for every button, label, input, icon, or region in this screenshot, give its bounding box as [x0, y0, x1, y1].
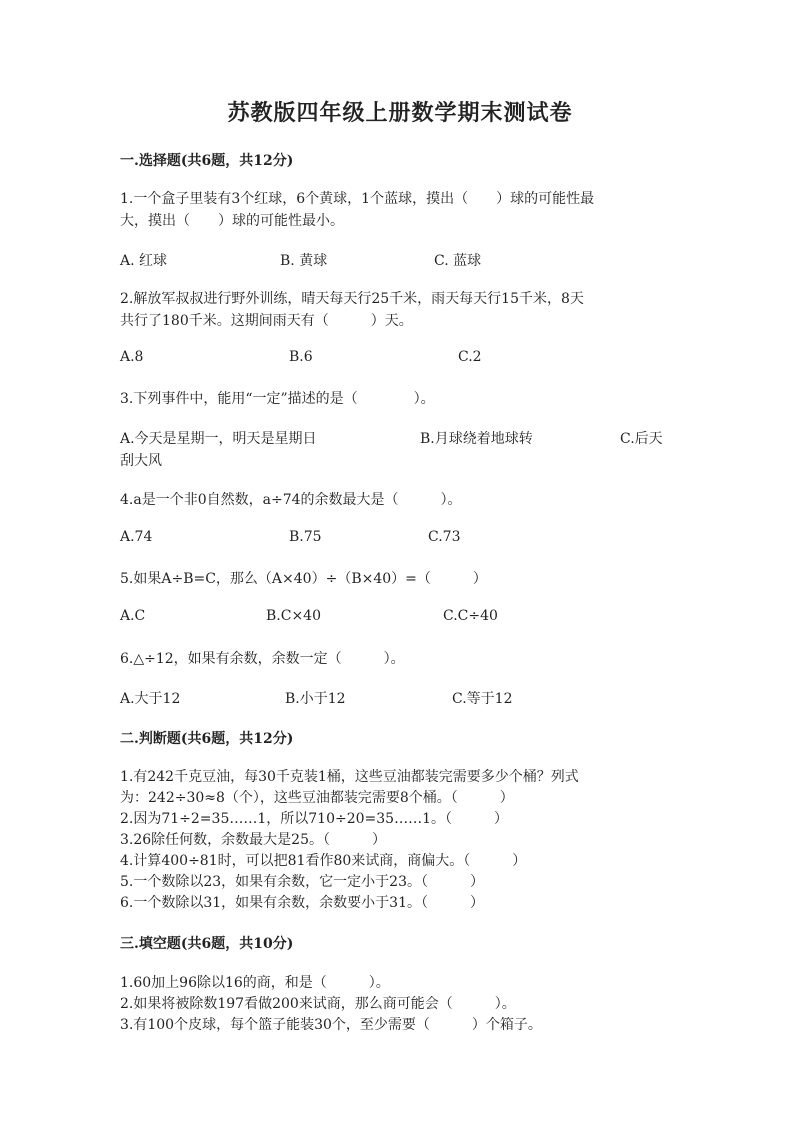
question-text: 4.a是一个非0自然数，a÷74的余数最大是（ ）。 — [120, 492, 462, 508]
judge-question: 2.因为71÷2=35……1，所以710÷20=35……1。（ ） — [120, 811, 508, 827]
page-title: 苏教版四年级上册数学期末测试卷 — [227, 100, 573, 126]
section-heading-judge: 二.判断题(共6题，共12分) — [120, 731, 294, 747]
fill-question: 2.如果将被除数197看做200来试商，那么商可能会（ ）。 — [120, 996, 516, 1012]
option-c: C.2 — [458, 349, 482, 365]
option-a: A.74 — [120, 529, 153, 545]
question-text: 大，摸出（ ）球的可能性最小。 — [120, 213, 344, 229]
question-text: 共行了180千米。这期间雨天有（ ）天。 — [120, 313, 413, 329]
option-b: B. 黄球 — [280, 253, 328, 269]
option-a: A.C — [120, 608, 146, 624]
question-text: 6.△÷12，如果有余数，余数一定（ ）。 — [120, 651, 405, 667]
option-b: B.月球绕着地球转 — [420, 431, 533, 447]
judge-question: 6.一个数除以31，如果有余数，余数要小于31。（ ） — [120, 895, 484, 911]
option-b: B.C×40 — [266, 608, 321, 624]
section-heading-fill: 三.填空题(共6题，共10分) — [120, 936, 294, 952]
option-a: A.8 — [120, 349, 144, 365]
fill-question: 1.60加上96除以16的商，和是（ ）。 — [120, 975, 390, 991]
question-text: 5.如果A÷B=C，那么（A×40）÷（B×40）=（ ） — [120, 571, 487, 587]
judge-question: 为：242÷30≈8（个），这些豆油都装完需要8个桶。（ ） — [120, 790, 514, 806]
judge-question: 1.有242千克豆油，每30千克装1桶，这些豆油都装完需要多少个桶？列式 — [120, 769, 579, 785]
option-c: C.73 — [428, 529, 461, 545]
question-text: 1.一个盒子里装有3个红球，6个黄球，1个蓝球，摸出（ ）球的可能性最 — [120, 191, 595, 207]
option-b: B.小于12 — [285, 691, 346, 707]
question-text: 3.下列事件中，能用“一定”描述的是（ ）。 — [120, 391, 435, 407]
option-a: A. 红球 — [120, 253, 168, 269]
option-c: C.C÷40 — [443, 608, 498, 624]
question-text: 2.解放军叔叔进行野外训练，晴天每天行25千米，雨天每天行15千米，8天 — [120, 291, 584, 307]
fill-question: 3.有100个皮球，每个篮子能装30个，至少需要（ ）个箱子。 — [120, 1017, 542, 1033]
option-c-continued: 刮大风 — [120, 453, 162, 469]
option-a: A.大于12 — [120, 691, 181, 707]
judge-question: 4.计算400÷81时，可以把81看作80来试商，商偏大。（ ） — [120, 853, 527, 869]
section-heading-choice: 一.选择题(共6题，共12分) — [120, 153, 294, 169]
option-b: B.6 — [289, 349, 313, 365]
option-a: A.今天是星期一，明天是星期日 — [120, 431, 317, 447]
option-b: B.75 — [289, 529, 322, 545]
judge-question: 5.一个数除以23，如果有余数，它一定小于23。（ ） — [120, 874, 484, 890]
option-c: C. 蓝球 — [434, 253, 482, 269]
option-c: C.等于12 — [452, 691, 513, 707]
option-c: C.后天 — [620, 431, 663, 447]
judge-question: 3.26除任何数，余数最大是25。（ ） — [120, 832, 386, 848]
